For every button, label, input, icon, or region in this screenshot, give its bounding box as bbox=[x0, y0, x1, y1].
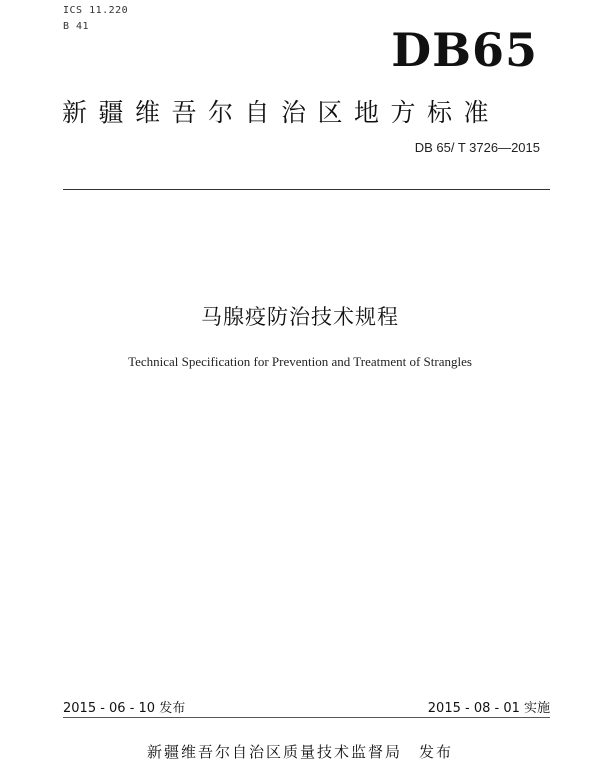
ics-code: ICS 11.220 bbox=[63, 5, 129, 16]
document-title-chinese: 马腺疫防治技术规程 bbox=[201, 305, 399, 329]
ccs-code: B 41 bbox=[63, 21, 90, 32]
agency-standard-title: 新疆维吾尔自治区地方标准 bbox=[62, 98, 501, 127]
standard-logo: DB65 bbox=[391, 23, 538, 77]
document-title-english: Technical Specification for Prevention and Treatment of Strangles bbox=[128, 354, 472, 369]
publish-date: 2015 - 06 - 10 发布 bbox=[63, 701, 186, 716]
effective-date: 2015 - 08 - 01 实施 bbox=[427, 701, 550, 716]
standard-number: DB 65/ T 3726—2015 bbox=[414, 140, 540, 155]
header-divider bbox=[63, 189, 550, 190]
issuing-authority: 新疆维吾尔自治区质量技术监督局 发布 bbox=[146, 743, 453, 761]
